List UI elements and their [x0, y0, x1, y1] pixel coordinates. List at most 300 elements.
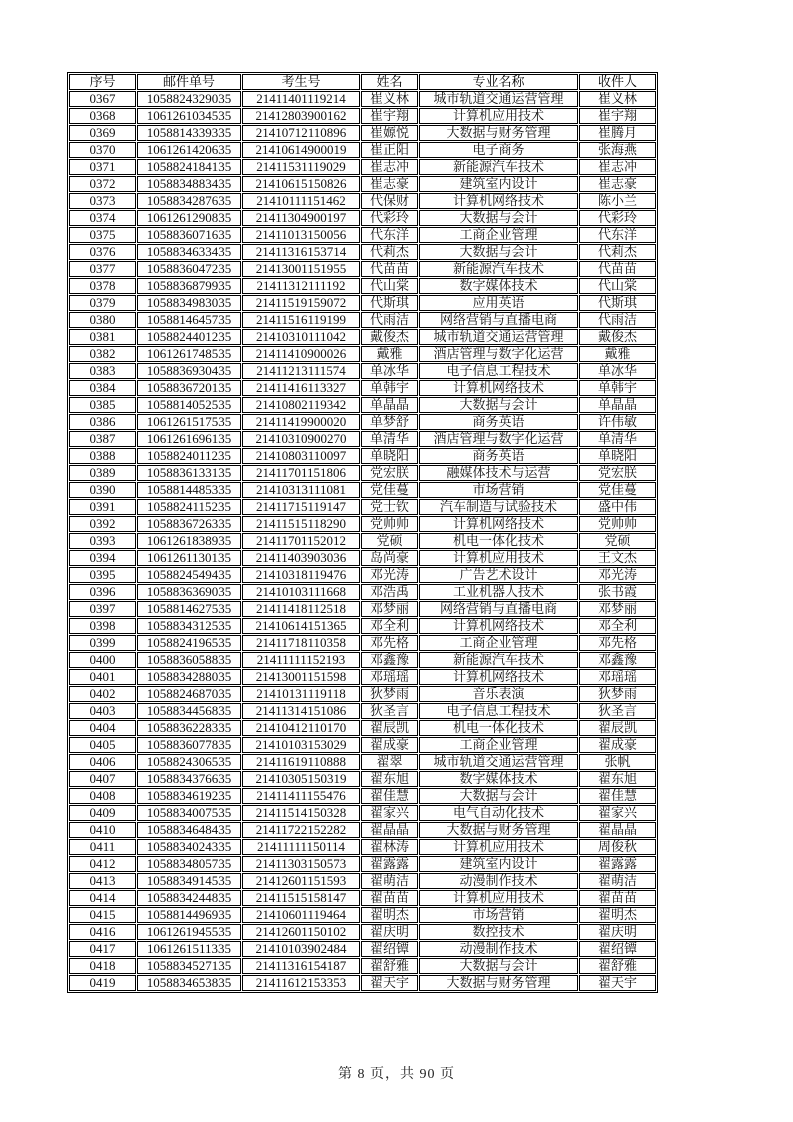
table-cell: 戴俊杰 — [579, 329, 656, 345]
mail-delivery-table — [67, 72, 658, 993]
table-cell: 0401 — [69, 669, 136, 685]
table-cell: 单晶晶 — [361, 397, 418, 413]
table-cell: 翟成豪 — [361, 737, 418, 753]
table-cell: 崔义林 — [361, 91, 418, 107]
table-cell: 0395 — [69, 567, 136, 583]
table-cell: 网络营销与直播电商 — [419, 312, 578, 328]
table-row — [69, 771, 656, 787]
table-cell: 0415 — [69, 907, 136, 923]
table-cell: 1058824011235 — [137, 448, 241, 464]
table-cell: 21411410900026 — [242, 346, 360, 362]
table-cell: 21410111151462 — [242, 193, 360, 209]
table-body — [69, 91, 656, 991]
table-cell: 邓瑶瑶 — [361, 669, 418, 685]
table-cell: 0410 — [69, 822, 136, 838]
table-cell: 单清华 — [361, 431, 418, 447]
table-row — [69, 584, 656, 600]
table-cell: 代莉杰 — [579, 244, 656, 260]
table-cell: 翟萌洁 — [361, 873, 418, 889]
page-number-footer: 第 8 页，共 90 页 — [338, 1067, 455, 1082]
table-cell: 代东洋 — [361, 227, 418, 243]
table-row — [69, 839, 656, 855]
table-cell: 工商企业管理 — [419, 635, 578, 651]
table-row — [69, 261, 656, 277]
table-cell: 1061261034535 — [137, 108, 241, 124]
table-cell: 张书霞 — [579, 584, 656, 600]
table-cell: 21410803110097 — [242, 448, 360, 464]
table-cell: 单冰华 — [361, 363, 418, 379]
table-cell: 翟苗苗 — [579, 890, 656, 906]
table-cell: 1058834805735 — [137, 856, 241, 872]
table-cell: 商务英语 — [419, 414, 578, 430]
table-cell: 21411531119029 — [242, 159, 360, 175]
table-cell: 0400 — [69, 652, 136, 668]
table-cell: 动漫制作技术 — [419, 941, 578, 957]
table-cell: 邓浩禹 — [361, 584, 418, 600]
table-row — [69, 737, 656, 753]
table-cell: 0388 — [69, 448, 136, 464]
table-cell: 1058824196535 — [137, 635, 241, 651]
table-cell: 党帅帅 — [361, 516, 418, 532]
table-cell: 0378 — [69, 278, 136, 294]
table-cell: 代彩玲 — [361, 210, 418, 226]
table-cell: 翟明杰 — [579, 907, 656, 923]
table-cell: 21411416113327 — [242, 380, 360, 396]
column-header: 序号 — [69, 74, 136, 90]
table-cell: 代苗苗 — [579, 261, 656, 277]
table-row — [69, 108, 656, 124]
table-cell: 单韩宇 — [579, 380, 656, 396]
column-header: 考生号 — [242, 74, 360, 90]
table-cell: 1058834244835 — [137, 890, 241, 906]
table-cell: 音乐表演 — [419, 686, 578, 702]
table-cell: 1058836930435 — [137, 363, 241, 379]
table-cell: 0386 — [69, 414, 136, 430]
table-cell: 翟家兴 — [579, 805, 656, 821]
table-cell: 数控技术 — [419, 924, 578, 940]
table-cell: 代雨洁 — [579, 312, 656, 328]
table-cell: 21410802119342 — [242, 397, 360, 413]
table-cell: 21410412110170 — [242, 720, 360, 736]
table-cell: 大数据与财务管理 — [419, 125, 578, 141]
table-cell: 1061261748535 — [137, 346, 241, 362]
table-cell: 翟明杰 — [361, 907, 418, 923]
table-cell: 21410614900019 — [242, 142, 360, 158]
table-cell: 汽车制造与试验技术 — [419, 499, 578, 515]
table-cell: 翟舒雅 — [361, 958, 418, 974]
table-cell: 单晓阳 — [579, 448, 656, 464]
table-cell: 0379 — [69, 295, 136, 311]
table-cell: 0417 — [69, 941, 136, 957]
table-cell: 计算机网络技术 — [419, 669, 578, 685]
table-row — [69, 958, 656, 974]
table-cell: 1058836369035 — [137, 584, 241, 600]
table-cell: 戴雅 — [361, 346, 418, 362]
table-cell: 0376 — [69, 244, 136, 260]
table-cell: 党硕 — [579, 533, 656, 549]
table-cell: 崔宇翔 — [579, 108, 656, 124]
table-cell: 新能源汽车技术 — [419, 652, 578, 668]
table-cell: 0407 — [69, 771, 136, 787]
table-cell: 融媒体技术与运营 — [419, 465, 578, 481]
table-cell: 1058834312535 — [137, 618, 241, 634]
column-header: 邮件单号 — [137, 74, 241, 90]
table-cell: 翟露露 — [361, 856, 418, 872]
table-cell: 代莉杰 — [361, 244, 418, 260]
table-cell: 邓全利 — [579, 618, 656, 634]
table-cell: 21411718110358 — [242, 635, 360, 651]
table-cell: 计算机网络技术 — [419, 618, 578, 634]
table-cell: 大数据与财务管理 — [419, 975, 578, 991]
table-cell: 21411722152282 — [242, 822, 360, 838]
table-cell: 翟成豪 — [579, 737, 656, 753]
table-header-row — [69, 74, 656, 90]
table-row — [69, 890, 656, 906]
table-cell: 21411111150114 — [242, 839, 360, 855]
table-cell: 崔腾月 — [579, 125, 656, 141]
table-cell: 代保财 — [361, 193, 418, 209]
table-cell: 0383 — [69, 363, 136, 379]
table-cell: 0367 — [69, 91, 136, 107]
table-cell: 0412 — [69, 856, 136, 872]
table-cell: 21411419900020 — [242, 414, 360, 430]
table-cell: 翟辰凯 — [579, 720, 656, 736]
table-cell: 0372 — [69, 176, 136, 192]
table-row — [69, 635, 656, 651]
table-cell: 1058834376635 — [137, 771, 241, 787]
table-cell: 计算机网络技术 — [419, 193, 578, 209]
table-cell: 0371 — [69, 159, 136, 175]
column-header: 专业名称 — [419, 74, 578, 90]
table-cell: 21411619110888 — [242, 754, 360, 770]
table-cell: 代斯琪 — [361, 295, 418, 311]
table-cell: 代雨洁 — [361, 312, 418, 328]
table-cell: 21411312111192 — [242, 278, 360, 294]
table-cell: 1058814052535 — [137, 397, 241, 413]
table-row — [69, 397, 656, 413]
table-row — [69, 278, 656, 294]
table-cell: 城市轨道交通运营管理 — [419, 91, 578, 107]
table-cell: 1058834024335 — [137, 839, 241, 855]
table-cell: 机电一体化技术 — [419, 533, 578, 549]
table-cell: 党士钦 — [361, 499, 418, 515]
table-cell: 0382 — [69, 346, 136, 362]
table-cell: 许伟敏 — [579, 414, 656, 430]
table-cell: 1058824401235 — [137, 329, 241, 345]
table-cell: 新能源汽车技术 — [419, 261, 578, 277]
table-cell: 单晶晶 — [579, 397, 656, 413]
table-cell: 0384 — [69, 380, 136, 396]
table-cell: 0387 — [69, 431, 136, 447]
table-cell: 1058824184135 — [137, 159, 241, 175]
table-cell: 大数据与财务管理 — [419, 822, 578, 838]
table-cell: 0397 — [69, 601, 136, 617]
table-cell: 计算机应用技术 — [419, 839, 578, 855]
table-cell: 代山棠 — [361, 278, 418, 294]
table-cell: 建筑室内设计 — [419, 176, 578, 192]
table-row — [69, 941, 656, 957]
table-cell: 计算机网络技术 — [419, 516, 578, 532]
table-cell: 0414 — [69, 890, 136, 906]
table-cell: 21412803900162 — [242, 108, 360, 124]
table-cell: 21410318119476 — [242, 567, 360, 583]
table-cell: 21411701151806 — [242, 465, 360, 481]
table-row — [69, 448, 656, 464]
table-cell: 计算机网络技术 — [419, 380, 578, 396]
table-row — [69, 924, 656, 940]
table-cell: 1058834527135 — [137, 958, 241, 974]
table-cell: 工商企业管理 — [419, 737, 578, 753]
table-cell: 0377 — [69, 261, 136, 277]
table-row — [69, 346, 656, 362]
table-cell: 0402 — [69, 686, 136, 702]
table-cell: 0380 — [69, 312, 136, 328]
table-cell: 21411715119147 — [242, 499, 360, 515]
table-cell: 盛中伟 — [579, 499, 656, 515]
table-cell: 1061261420635 — [137, 142, 241, 158]
table-cell: 0419 — [69, 975, 136, 991]
table-cell: 市场营销 — [419, 907, 578, 923]
table-cell: 邓光涛 — [579, 567, 656, 583]
table-cell: 21411013150056 — [242, 227, 360, 243]
table-cell: 翟舒雅 — [579, 958, 656, 974]
table-cell: 单晓阳 — [361, 448, 418, 464]
table-cell: 翟东旭 — [579, 771, 656, 787]
table-cell: 应用英语 — [419, 295, 578, 311]
table-cell: 21410103153029 — [242, 737, 360, 753]
table-cell: 代斯琪 — [579, 295, 656, 311]
table-cell: 工业机器人技术 — [419, 584, 578, 600]
table-cell: 1061261696135 — [137, 431, 241, 447]
table-row — [69, 652, 656, 668]
table-cell: 电气自动化技术 — [419, 805, 578, 821]
table-cell: 岛尚豪 — [361, 550, 418, 566]
table-cell: 0399 — [69, 635, 136, 651]
table-row — [69, 720, 656, 736]
table-row — [69, 312, 656, 328]
table-cell: 1058834653835 — [137, 975, 241, 991]
table-cell: 21413001151598 — [242, 669, 360, 685]
table-row — [69, 482, 656, 498]
table-cell: 大数据与会计 — [419, 210, 578, 226]
table-cell: 酒店管理与数字化运营 — [419, 346, 578, 362]
table-cell: 翟露露 — [579, 856, 656, 872]
table-cell: 1058814496935 — [137, 907, 241, 923]
table-cell: 1058834619235 — [137, 788, 241, 804]
table-cell: 21411701152012 — [242, 533, 360, 549]
table-cell: 1058824549435 — [137, 567, 241, 583]
table-row — [69, 516, 656, 532]
table-cell: 党宏朕 — [361, 465, 418, 481]
column-header: 收件人 — [579, 74, 656, 90]
table-cell: 狄圣言 — [579, 703, 656, 719]
table-cell: 21411411155476 — [242, 788, 360, 804]
table-cell: 1058836879935 — [137, 278, 241, 294]
table-cell: 大数据与会计 — [419, 397, 578, 413]
table-cell: 1058834983035 — [137, 295, 241, 311]
table-row — [69, 669, 656, 685]
table-cell: 崔正阳 — [361, 142, 418, 158]
table-cell: 电子信息工程技术 — [419, 363, 578, 379]
table-cell: 21411401119214 — [242, 91, 360, 107]
table-row — [69, 873, 656, 889]
table-cell: 0394 — [69, 550, 136, 566]
table-cell: 代东洋 — [579, 227, 656, 243]
table-cell: 0405 — [69, 737, 136, 753]
table-cell: 1061261290835 — [137, 210, 241, 226]
table-cell: 1058814645735 — [137, 312, 241, 328]
table-row — [69, 227, 656, 243]
table-cell: 0398 — [69, 618, 136, 634]
table-cell: 翟佳慧 — [361, 788, 418, 804]
table-cell: 酒店管理与数字化运营 — [419, 431, 578, 447]
table-cell: 机电一体化技术 — [419, 720, 578, 736]
table-cell: 21411403903036 — [242, 550, 360, 566]
table-cell: 市场营销 — [419, 482, 578, 498]
table-cell: 大数据与会计 — [419, 788, 578, 804]
table-cell: 周俊秋 — [579, 839, 656, 855]
table-cell: 21412601151593 — [242, 873, 360, 889]
table-cell: 21413001151955 — [242, 261, 360, 277]
table-cell: 新能源汽车技术 — [419, 159, 578, 175]
table-cell: 1058824687035 — [137, 686, 241, 702]
table-cell: 翟绍镡 — [579, 941, 656, 957]
table-row — [69, 601, 656, 617]
table-cell: 0385 — [69, 397, 136, 413]
table-cell: 翟佳慧 — [579, 788, 656, 804]
table-cell: 计算机应用技术 — [419, 890, 578, 906]
table-cell: 翟家兴 — [361, 805, 418, 821]
table-cell: 21411612153353 — [242, 975, 360, 991]
table-row — [69, 380, 656, 396]
table-cell: 0403 — [69, 703, 136, 719]
table-cell: 建筑室内设计 — [419, 856, 578, 872]
table-cell: 翟晶晶 — [361, 822, 418, 838]
table-cell: 0375 — [69, 227, 136, 243]
table-cell: 狄梦雨 — [579, 686, 656, 702]
table-cell: 崔嫄悦 — [361, 125, 418, 141]
table-cell: 翟林涛 — [361, 839, 418, 855]
table-cell: 1061261517535 — [137, 414, 241, 430]
table-cell: 翟苗苗 — [361, 890, 418, 906]
table-row — [69, 907, 656, 923]
table-cell: 0406 — [69, 754, 136, 770]
table-cell: 1061261130135 — [137, 550, 241, 566]
table-cell: 翟庆明 — [579, 924, 656, 940]
table-cell: 1058836228335 — [137, 720, 241, 736]
table-row — [69, 142, 656, 158]
table-cell: 1058834456835 — [137, 703, 241, 719]
table-cell: 1058814339335 — [137, 125, 241, 141]
table-cell: 1058836726335 — [137, 516, 241, 532]
table-cell: 1058834287635 — [137, 193, 241, 209]
table-cell: 21411303150573 — [242, 856, 360, 872]
table-cell: 21411515118290 — [242, 516, 360, 532]
table-cell: 21412601150102 — [242, 924, 360, 940]
table-cell: 21411514150328 — [242, 805, 360, 821]
table-cell: 0418 — [69, 958, 136, 974]
table-row — [69, 295, 656, 311]
table-cell: 数字媒体技术 — [419, 278, 578, 294]
table-cell: 张帆 — [579, 754, 656, 770]
table-cell: 邓光涛 — [361, 567, 418, 583]
table-cell: 1058814627535 — [137, 601, 241, 617]
table-cell: 1061261511335 — [137, 941, 241, 957]
table-cell: 0392 — [69, 516, 136, 532]
table-cell: 崔宇翔 — [361, 108, 418, 124]
table-cell: 代彩玲 — [579, 210, 656, 226]
table-cell: 翟辰凯 — [361, 720, 418, 736]
table-cell: 翟东旭 — [361, 771, 418, 787]
table-cell: 翟翠 — [361, 754, 418, 770]
table-cell: 0411 — [69, 839, 136, 855]
table-cell: 0374 — [69, 210, 136, 226]
table-cell: 王文杰 — [579, 550, 656, 566]
table-cell: 单韩宇 — [361, 380, 418, 396]
table-cell: 工商企业管理 — [419, 227, 578, 243]
table-row — [69, 244, 656, 260]
table-cell: 21411304900197 — [242, 210, 360, 226]
table-row — [69, 788, 656, 804]
table-cell: 党佳蔓 — [579, 482, 656, 498]
table-row — [69, 465, 656, 481]
table-cell: 崔志豪 — [361, 176, 418, 192]
table-cell: 21411111152193 — [242, 652, 360, 668]
table-cell: 0373 — [69, 193, 136, 209]
table-row — [69, 91, 656, 107]
table-cell: 戴雅 — [579, 346, 656, 362]
table-cell: 1058834914535 — [137, 873, 241, 889]
table-cell: 0408 — [69, 788, 136, 804]
table-row — [69, 975, 656, 991]
table-row — [69, 754, 656, 770]
table-row — [69, 431, 656, 447]
table-cell: 1058836071635 — [137, 227, 241, 243]
table-row — [69, 414, 656, 430]
table-cell: 崔义林 — [579, 91, 656, 107]
table-cell: 21410305150319 — [242, 771, 360, 787]
table-cell: 电子商务 — [419, 142, 578, 158]
table-cell: 21410103902484 — [242, 941, 360, 957]
table-row — [69, 822, 656, 838]
table-cell: 商务英语 — [419, 448, 578, 464]
column-header: 姓名 — [361, 74, 418, 90]
table-cell: 广告艺术设计 — [419, 567, 578, 583]
table-cell: 0416 — [69, 924, 136, 940]
table-cell: 翟天宇 — [361, 975, 418, 991]
table-cell: 21411515158147 — [242, 890, 360, 906]
table-cell: 计算机应用技术 — [419, 108, 578, 124]
table-row — [69, 499, 656, 515]
table-cell: 邓全利 — [361, 618, 418, 634]
table-cell: 0381 — [69, 329, 136, 345]
table-cell: 戴俊杰 — [361, 329, 418, 345]
table-row — [69, 567, 656, 583]
table-cell: 翟绍镡 — [361, 941, 418, 957]
table-cell: 21410310111042 — [242, 329, 360, 345]
table-cell: 1058834007535 — [137, 805, 241, 821]
table-cell: 1061261945535 — [137, 924, 241, 940]
table-row — [69, 703, 656, 719]
table-cell: 代山棠 — [579, 278, 656, 294]
table-cell: 1058836077835 — [137, 737, 241, 753]
table-cell: 大数据与会计 — [419, 958, 578, 974]
table-cell: 1058836058835 — [137, 652, 241, 668]
table-cell: 0404 — [69, 720, 136, 736]
table-cell: 1058814485335 — [137, 482, 241, 498]
table-cell: 1058834633435 — [137, 244, 241, 260]
table-cell: 党佳蔓 — [361, 482, 418, 498]
